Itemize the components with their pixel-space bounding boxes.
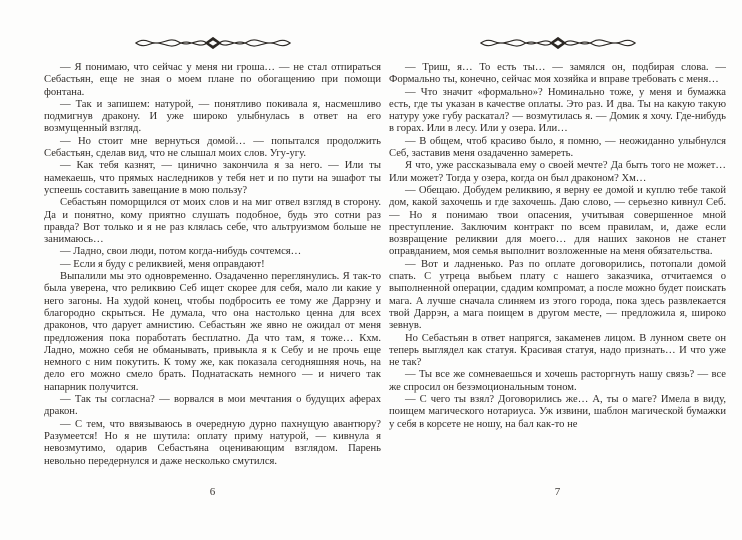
page-text-right xyxy=(389,62,726,498)
page-number-right: 7 xyxy=(554,486,561,498)
paragraph: Себастьян поморщился от моих слов и на миг отвел взгляд в сторону. Да и понятно, кому приятно слушать подобное, будь это сотни раз правда? Вот только и я не раз клялась себе, что альтруизмом больше не занимаюсь… xyxy=(44,197,381,246)
divider-ornament-icon xyxy=(129,33,297,53)
paragraph: — Вот и ладненько. Раз по оплате договорились, потопали домой спать. С утреца выбьем плату с нашего заказчика, отчитаемся о выполненной операции, сдадим компромат, а после можно будет поискать мага. А лучше сначала слиняем из этого города, пока здесь развлекается твой Даррэн, а мага поищем в другом месте, — предложила я, широко зевнув. xyxy=(389,258,726,332)
paragraph: Я что, уже рассказывала ему о своей мечте? Да быть того не может… Или может? Тогда у озера, когда он был драконом? Хм… xyxy=(389,160,726,184)
paragraph: — С чего ты взял? Договорились же… А, ты о маге? Имела в виду, поищем магического нотариуса. Уж извини, шаблон магической бумажки у себя в корсете не ношу, на бал как-то не xyxy=(389,394,726,430)
paragraph: — Что значит «формально»? Номинально тоже, у меня и бумажка есть, где ты указан в качестве оплаты. Это раз. И два. Ты на какую такую натуру уже губу раскатал? — возмутилась я. — Домик я хочу. Где-нибудь в горах. Или в лесу. Или у озера. Или… xyxy=(389,86,726,135)
paragraph: — Я понимаю, что сейчас у меня ни гроша… — не стал отпираться Себастьян, еще не зная о моем плане по обогащению при помощи фонтана. xyxy=(44,62,381,98)
paragraph: Выпалили мы это одновременно. Озадаченно переглянулись. Я так-то была уверена, что реликвию Себ ищет скорее для себя, мало ли какие у него загоны. На худой конец, чтобы подбросить ее тому же Даррэну и благородно скрыться. Не думала, что она настолько ценна для всех драконов, что дарует амнистию. Себастьян же явно не ожидал от меня предложения пока поработать бесплатно. Да что там, я тоже… Кхм. Ладно, можно себя не обманывать, привыкла я к Себу и не прочь еще немного с ним покутить. К тому же, как показала сегодняшняя ночь, на дело его можно смело брать. Поднатаскать немного — и ничего так напарник получится. xyxy=(44,271,381,393)
page-text-left xyxy=(44,62,381,498)
paragraph: — Как тебя казнят, — цинично закончила я за него. — Или ты намекаешь, что прямых наследников у тебя нет и по пути на эшафот ты успеешь составить завещание в мою пользу? xyxy=(44,160,381,196)
paragraph: — Обещаю. Добудем реликвию, я верну ее домой и куплю тебе такой дом, какой захочешь и где захочешь. Даю слово, — серьезно кивнул Себ. — Но я понимаю твои опасения, учитывая совершенное мной преступление. Заключим контракт по всем правилам, и, даже если возвращение реликвии для моего… для наших законов не станет оправданием, моя семья выполнит возложенные на меня обязательства. xyxy=(389,184,726,258)
paragraph: — Ладно, свои люди, потом когда-нибудь сочтемся… xyxy=(60,246,302,258)
paragraph: — Триш, я… То есть ты… — замялся он, подбирая слова. — Формально ты, конечно, сейчас моя хозяйка и вправе требовать с меня… xyxy=(389,62,726,86)
paragraph: — В общем, чтоб красиво было, я помню, — неожиданно улыбнулся Себ, заставив меня озадаченно замереть. xyxy=(389,135,726,160)
page-right xyxy=(389,0,726,540)
paragraph: — Так и запишем: натурой, — понятливо покивала я, насмешливо подмигнув дракону. И уже широко улыбнулась в ответ на его возмущенный взгляд. xyxy=(44,98,381,135)
divider-ornament-icon xyxy=(474,33,642,53)
page-left xyxy=(44,0,381,540)
paragraph: — Ты все же сомневаешься и хочешь расторгнуть нашу связь? — все же спросил он безэмоциональным тоном. xyxy=(389,369,726,393)
paragraph: — Но стоит мне вернуться домой… — попытался продолжить Себастьян, сделав вид, что не слышал моих слов. Угу-угу. xyxy=(44,135,381,160)
paragraph: — Если я буду с реликвией, меня оправдают! xyxy=(60,258,265,270)
paragraph: — С тем, что ввязываюсь в очередную дурно пахнущую авантюру? Разумеется! Но я не шутила: оплату приму натурой, — кивнула я невозмутимо, одарив Себастьяна оценивающим взглядом. Парень невольно передернулся и даже несколько смутился. xyxy=(44,418,381,467)
paragraph: — Так ты согласна? — ворвался в мои мечтания о будущих аферах дракон. xyxy=(44,394,381,418)
page-number-left: 6 xyxy=(209,486,216,498)
paragraph: Но Себастьян в ответ напрягся, закаменев лицом. В лунном свете он теперь выглядел как статуя. Красивая статуя, надо признать… И что уже не так? xyxy=(389,332,726,369)
